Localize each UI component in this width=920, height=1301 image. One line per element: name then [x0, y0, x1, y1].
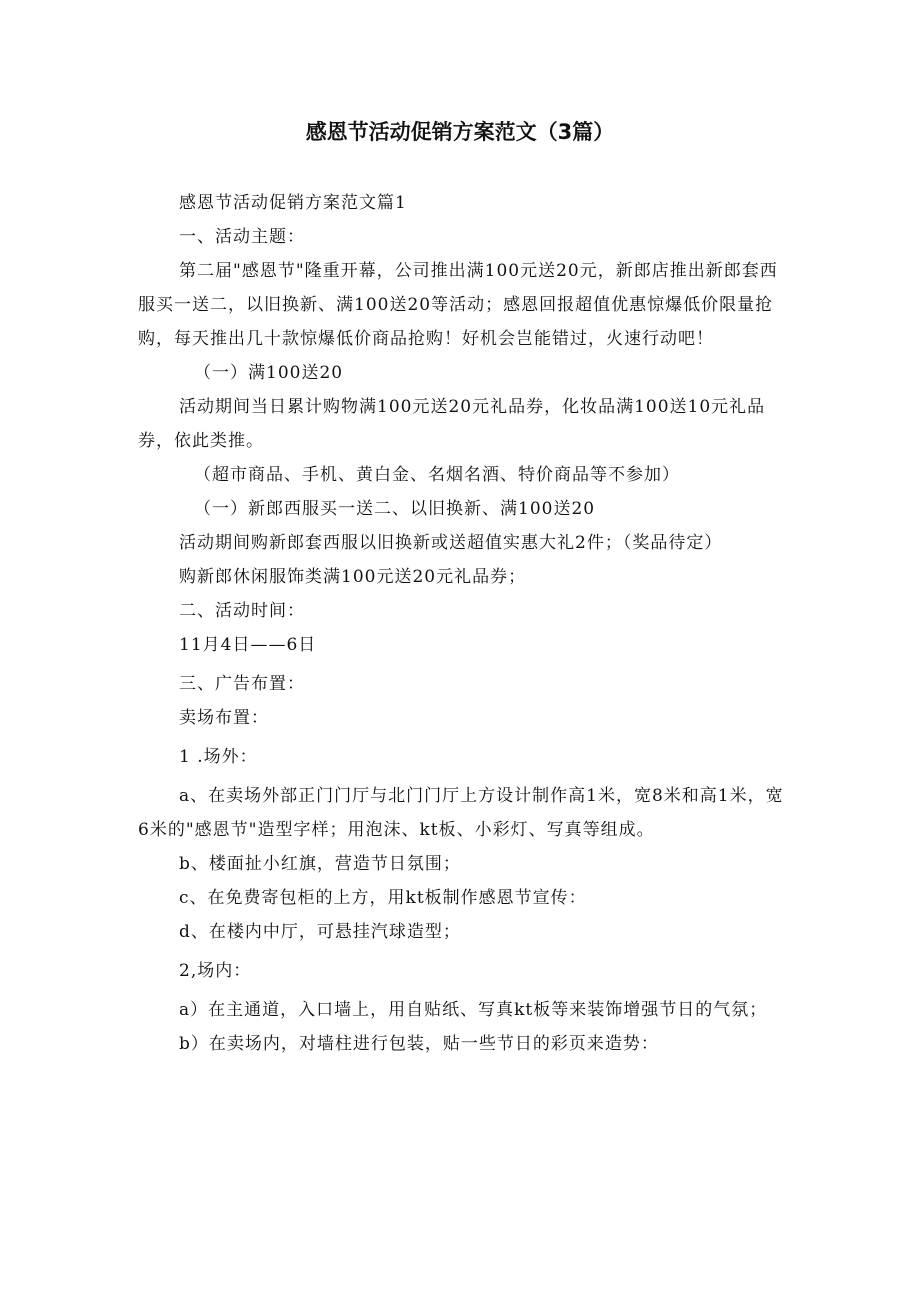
list-item: c、在免费寄包柜的上方，用kt板制作感恩节宣传：: [179, 888, 587, 908]
list-item: 2,场内：: [179, 961, 252, 981]
paragraph: 购新郎休闲服饰类满100元送20元礼品券；: [179, 567, 527, 587]
document-body: [138, 186, 788, 1061]
list-item: b、楼面扯小红旗，营造节日氛围；: [179, 854, 461, 874]
section-heading: 感恩节活动促销方案范文篇1: [179, 193, 407, 213]
section-heading: 三、广告布置：: [179, 674, 305, 694]
section-heading: 二、活动时间：: [179, 601, 305, 621]
list-item: 1 .场外：: [179, 747, 258, 767]
paragraph: （超市商品、手机、黄白金、名烟名酒、特价商品等不参加）: [194, 465, 680, 485]
list-item: d、在楼内中厅，可悬挂汽球造型；: [179, 922, 461, 942]
list-item: b）在卖场内，对墙柱进行包装，贴一些节日的彩页来造势：: [179, 1034, 659, 1054]
subsection-heading: （一）满100送20: [194, 363, 344, 383]
list-item: a）在主通道，入口墙上，用自贴纸、写真kt板等来装饰增强节日的气氛；: [179, 1000, 768, 1020]
paragraph: 第二届"感恩节"隆重开幕，公司推出满100元送20元，新郎店推出新郎套西服买一送二，以旧换新、满100送20等活动；感恩回报超值优惠惊爆低价限量抢购，每天推出几十款惊爆低价商品抢购！好机会岂能错过，火速行动吧！: [138, 261, 778, 349]
paragraph: 卖场布置：: [179, 708, 269, 728]
document-title: 感恩节活动促销方案范文（3篇）: [305, 120, 615, 144]
paragraph: 活动期间当日累计购物满100元送20元礼品券，化妆品满100送10元礼品券，依此类推。: [138, 397, 766, 451]
paragraph: 活动期间购新郎套西服以旧换新或送超值实惠大礼2件；（奖品待定）: [179, 533, 723, 553]
paragraph: 11月4日——6日: [179, 635, 317, 655]
section-heading: 一、活动主题：: [179, 227, 305, 247]
subsection-heading: （一）新郎西服买一送二、以旧换新、满100送20: [194, 499, 596, 519]
list-item: a、在卖场外部正门门厅与北门门厅上方设计制作高1米，宽8米和高1米，宽6米的"感恩节"造型字样；用泡沫、kt板、小彩灯、写真等组成。: [138, 786, 784, 840]
